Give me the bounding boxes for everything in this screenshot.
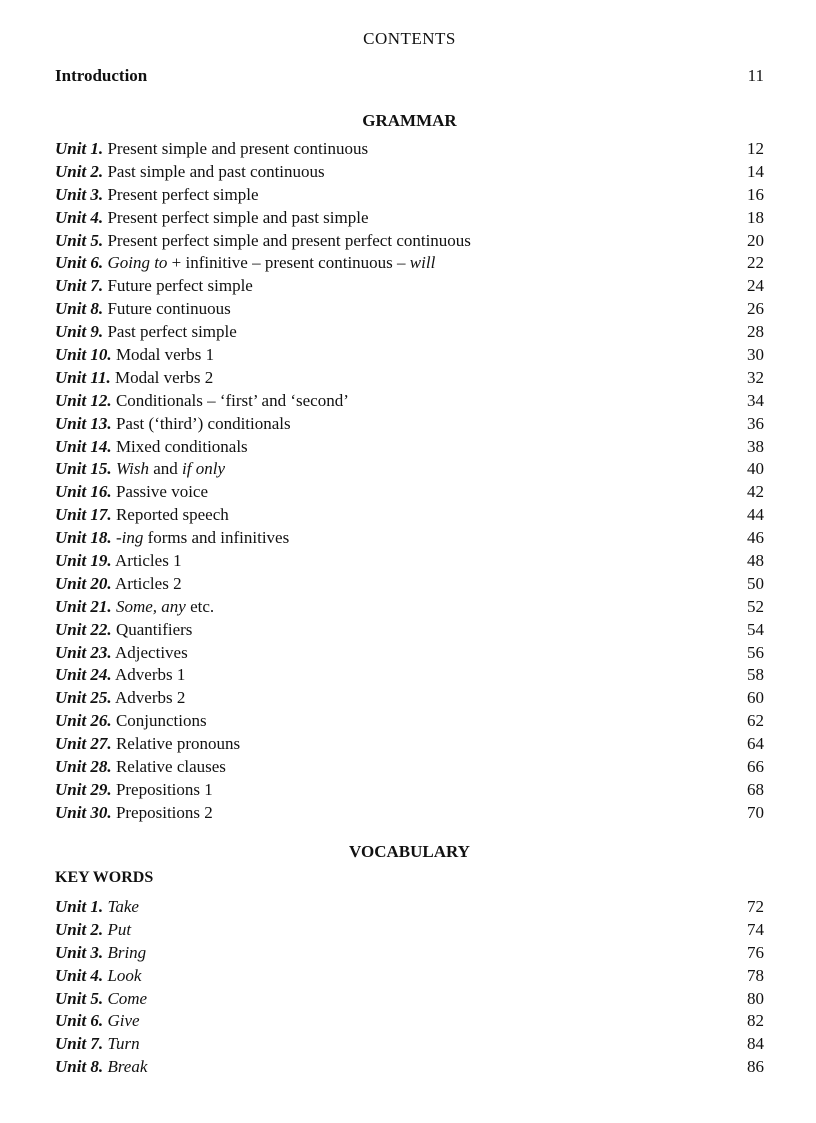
vocabulary-entry[interactable] xyxy=(55,1056,764,1079)
grammar-entry[interactable] xyxy=(55,344,764,367)
unit-number: Unit 23. xyxy=(55,642,112,662)
grammar-entry[interactable] xyxy=(55,458,764,481)
page-number: 34 xyxy=(747,390,764,410)
unit-number: Unit 1. xyxy=(55,897,104,916)
grammar-entry[interactable] xyxy=(55,527,764,550)
page-number: 74 xyxy=(747,919,764,939)
unit-title-segment: Come xyxy=(107,988,148,1008)
grammar-entry[interactable] xyxy=(55,756,764,779)
unit-title xyxy=(116,734,240,753)
unit-number: Unit 4. xyxy=(55,965,104,985)
unit-number: Unit 10. xyxy=(55,345,112,365)
unit-title xyxy=(116,620,192,639)
unit-number: Unit 6. xyxy=(55,253,104,273)
page-number: 82 xyxy=(747,1011,764,1031)
unit-title-segment: Mixed conditionals xyxy=(115,436,248,456)
page-number: 84 xyxy=(747,1034,764,1054)
page-number: 52 xyxy=(747,596,764,616)
unit-title xyxy=(116,391,349,410)
unit-title xyxy=(115,368,213,387)
unit-title xyxy=(115,688,185,707)
unit-title-segment: Past perfect simple xyxy=(107,322,237,342)
grammar-entry[interactable] xyxy=(55,619,764,642)
unit-title xyxy=(115,665,185,684)
unit-title xyxy=(116,780,213,799)
unit-number: Unit 27. xyxy=(55,734,112,754)
unit-title-segment: Prepositions 1 xyxy=(115,779,213,799)
key-words-subheading: KEY WORDS xyxy=(55,869,154,886)
unit-title xyxy=(115,574,182,593)
unit-title-segment: Turn xyxy=(107,1034,140,1054)
unit-title-segment: Put xyxy=(107,919,132,939)
unit-number: Unit 18. xyxy=(55,528,112,548)
unit-title-segment: Look xyxy=(107,965,142,985)
unit-number: Unit 2. xyxy=(55,919,104,939)
unit-title-segment: forms and infinitives xyxy=(143,528,290,548)
page-number: 86 xyxy=(747,1057,764,1077)
page-number: 58 xyxy=(747,665,764,685)
unit-number: Unit 16. xyxy=(55,482,112,502)
unit-title-segment: Articles 1 xyxy=(115,551,182,571)
grammar-entry[interactable] xyxy=(55,596,764,619)
unit-number: Unit 13. xyxy=(55,413,112,433)
unit-title xyxy=(116,757,226,776)
page-number: 66 xyxy=(747,757,764,777)
unit-title-segment: Articles 2 xyxy=(115,573,182,593)
grammar-entry[interactable] xyxy=(55,138,764,161)
page-number: 48 xyxy=(747,551,764,571)
page-number: 54 xyxy=(747,619,764,639)
unit-title xyxy=(116,482,208,501)
grammar-entry[interactable] xyxy=(55,413,764,436)
unit-title-segment: Modal verbs 2 xyxy=(115,367,214,387)
unit-title-segment: will xyxy=(409,253,436,273)
grammar-entry[interactable] xyxy=(55,436,764,459)
unit-number: Unit 25. xyxy=(55,688,112,708)
unit-title-segment: Break xyxy=(107,1057,148,1077)
unit-title-segment: Adverbs 2 xyxy=(115,688,186,708)
unit-title xyxy=(107,139,368,158)
unit-title-segment: Quantifiers xyxy=(115,619,193,639)
vocabulary-entry[interactable] xyxy=(55,1010,764,1033)
unit-title-segment: Future continuous xyxy=(107,299,231,319)
unit-title-segment: Wish xyxy=(115,459,149,479)
page-number: 42 xyxy=(747,482,764,502)
grammar-entry[interactable] xyxy=(55,321,764,344)
page-number: 56 xyxy=(747,642,764,662)
unit-number: Unit 1. xyxy=(55,139,104,158)
grammar-entry[interactable] xyxy=(55,573,764,596)
unit-title-segment: Give xyxy=(107,1011,140,1031)
page-number: 28 xyxy=(747,322,764,342)
vocabulary-entry[interactable] xyxy=(55,965,764,988)
unit-title xyxy=(116,437,248,456)
unit-number: Unit 24. xyxy=(55,665,112,685)
unit-title xyxy=(116,345,214,364)
page-number: 68 xyxy=(747,779,764,799)
unit-title-segment: -ing xyxy=(115,528,144,548)
unit-title xyxy=(107,989,147,1008)
unit-title xyxy=(107,920,131,939)
unit-title xyxy=(116,528,289,547)
page-number: 70 xyxy=(747,802,764,822)
page-number: 16 xyxy=(747,184,764,204)
unit-number: Unit 29. xyxy=(55,779,112,799)
unit-title-segment: Past simple and past continuous xyxy=(107,161,325,181)
unit-title-segment: Relative pronouns xyxy=(115,734,241,754)
unit-number: Unit 8. xyxy=(55,1057,104,1077)
grammar-entry[interactable] xyxy=(55,664,764,687)
unit-title xyxy=(107,897,139,916)
unit-number: Unit 15. xyxy=(55,459,112,479)
page-number: 20 xyxy=(747,230,764,250)
unit-title-segment: if only xyxy=(182,459,226,479)
grammar-entry[interactable] xyxy=(55,184,764,207)
unit-title-segment: Past (‘third’) conditionals xyxy=(115,413,291,433)
page-number: 44 xyxy=(747,505,764,525)
grammar-entry[interactable] xyxy=(55,252,764,275)
unit-title xyxy=(107,1034,139,1053)
unit-title xyxy=(107,162,324,181)
page-number: 36 xyxy=(747,413,764,433)
page-number: 11 xyxy=(747,66,764,85)
unit-title-segment: and xyxy=(149,459,183,479)
unit-number: Unit 6. xyxy=(55,1011,104,1031)
grammar-entry[interactable] xyxy=(55,642,764,665)
unit-title-segment: Relative clauses xyxy=(115,757,226,777)
vocabulary-entry[interactable] xyxy=(55,896,764,919)
unit-title-segment: Present simple and present continuous xyxy=(107,139,369,158)
unit-title xyxy=(107,1057,147,1076)
page-number: 32 xyxy=(747,367,764,387)
page-title: CONTENTS xyxy=(363,29,456,48)
unit-number: Unit 3. xyxy=(55,184,104,204)
page-number: 22 xyxy=(747,253,764,273)
grammar-entry[interactable] xyxy=(55,161,764,184)
page-number: 50 xyxy=(747,573,764,593)
unit-title-segment: Adverbs 1 xyxy=(115,665,186,685)
page-number: 12 xyxy=(747,139,764,158)
unit-number: Unit 17. xyxy=(55,505,112,525)
unit-title xyxy=(116,803,213,822)
grammar-entry[interactable] xyxy=(55,275,764,298)
unit-number: Unit 8. xyxy=(55,299,104,319)
unit-number: Unit 12. xyxy=(55,390,112,410)
unit-title-segment: + infinitive – present continuous – xyxy=(167,253,410,273)
unit-number: Unit 5. xyxy=(55,988,104,1008)
toc-entry-introduction[interactable] xyxy=(55,66,764,86)
unit-number: Unit 11. xyxy=(55,367,111,387)
unit-title-segment: Some, any xyxy=(115,596,186,616)
unit-title xyxy=(116,711,207,730)
page-number: 40 xyxy=(747,459,764,479)
unit-title xyxy=(115,551,182,570)
page-number: 38 xyxy=(747,436,764,456)
unit-number: Unit 20. xyxy=(55,573,112,593)
vocabulary-entry[interactable] xyxy=(55,1033,764,1056)
grammar-entry[interactable] xyxy=(55,687,764,710)
page-number: 60 xyxy=(747,688,764,708)
unit-number: Unit 4. xyxy=(55,207,104,227)
unit-number: Unit 9. xyxy=(55,322,104,342)
unit-title xyxy=(107,322,236,341)
page-number: 18 xyxy=(747,207,764,227)
unit-number: Unit 22. xyxy=(55,619,112,639)
unit-title-segment: Passive voice xyxy=(115,482,209,502)
vocabulary-entry[interactable] xyxy=(55,988,764,1011)
unit-title xyxy=(116,505,229,524)
page-number: 14 xyxy=(747,161,764,181)
grammar-entry[interactable] xyxy=(55,779,764,802)
grammar-entry[interactable] xyxy=(55,550,764,573)
unit-number: Unit 3. xyxy=(55,942,104,962)
unit-title xyxy=(107,231,470,250)
unit-title xyxy=(107,253,435,272)
grammar-entry[interactable] xyxy=(55,390,764,413)
unit-title xyxy=(116,414,291,433)
unit-title-segment: Going to xyxy=(107,253,168,273)
page-number: 72 xyxy=(747,897,764,916)
grammar-heading: GRAMMAR xyxy=(362,111,457,130)
unit-number: Unit 5. xyxy=(55,230,104,250)
unit-title-segment: etc. xyxy=(185,596,215,616)
unit-title xyxy=(107,208,368,227)
unit-title xyxy=(107,185,258,204)
unit-title-segment: Take xyxy=(107,897,139,916)
unit-title xyxy=(107,276,252,295)
unit-title-segment: Bring xyxy=(107,942,147,962)
page-number: 24 xyxy=(747,276,764,296)
grammar-entry[interactable] xyxy=(55,230,764,253)
unit-title-segment: Reported speech xyxy=(115,505,229,525)
grammar-entry[interactable] xyxy=(55,367,764,390)
unit-number: Unit 14. xyxy=(55,436,112,456)
unit-title-segment: Prepositions 2 xyxy=(115,802,213,822)
unit-title-segment: Future perfect simple xyxy=(107,276,253,296)
unit-title xyxy=(116,597,214,616)
unit-number: Unit 26. xyxy=(55,711,112,731)
page-number: 46 xyxy=(747,528,764,548)
page-number: 64 xyxy=(747,734,764,754)
grammar-entry[interactable] xyxy=(55,481,764,504)
unit-number: Unit 7. xyxy=(55,276,104,296)
unit-number: Unit 21. xyxy=(55,596,112,616)
grammar-entry[interactable] xyxy=(55,504,764,527)
grammar-entry[interactable] xyxy=(55,710,764,733)
grammar-entry[interactable] xyxy=(55,298,764,321)
page-number: 78 xyxy=(747,965,764,985)
unit-number: Unit 19. xyxy=(55,551,112,571)
page-number: 76 xyxy=(747,942,764,962)
page-number: 26 xyxy=(747,299,764,319)
vocabulary-unit-list xyxy=(55,896,764,1079)
unit-number: Unit 28. xyxy=(55,757,112,777)
unit-title xyxy=(107,1011,139,1030)
unit-title xyxy=(107,943,146,962)
unit-title-segment: Conditionals – ‘first’ and ‘second’ xyxy=(115,390,349,410)
vocabulary-entry[interactable] xyxy=(55,942,764,965)
unit-number: Unit 2. xyxy=(55,161,104,181)
unit-title xyxy=(115,643,188,662)
unit-title-segment: Modal verbs 1 xyxy=(115,345,215,365)
grammar-entry[interactable] xyxy=(55,207,764,230)
unit-title xyxy=(107,966,141,985)
unit-title-segment: Present perfect simple xyxy=(107,184,259,204)
introduction-label: Introduction xyxy=(55,66,148,85)
grammar-entry[interactable] xyxy=(55,802,764,825)
vocabulary-heading: VOCABULARY xyxy=(349,842,470,861)
unit-title-segment: Present perfect simple and present perfect continuous xyxy=(107,230,471,250)
vocabulary-entry[interactable] xyxy=(55,919,764,942)
page-number: 62 xyxy=(747,711,764,731)
page-number: 30 xyxy=(747,345,764,365)
unit-number: Unit 7. xyxy=(55,1034,104,1054)
unit-title xyxy=(116,459,225,478)
page-number: 80 xyxy=(747,988,764,1008)
unit-title-segment: Adjectives xyxy=(115,642,188,662)
grammar-unit-list xyxy=(55,138,764,825)
grammar-entry[interactable] xyxy=(55,733,764,756)
unit-title xyxy=(107,299,230,318)
unit-title-segment: Conjunctions xyxy=(115,711,207,731)
unit-number: Unit 30. xyxy=(55,802,112,822)
unit-title-segment: Present perfect simple and past simple xyxy=(107,207,369,227)
